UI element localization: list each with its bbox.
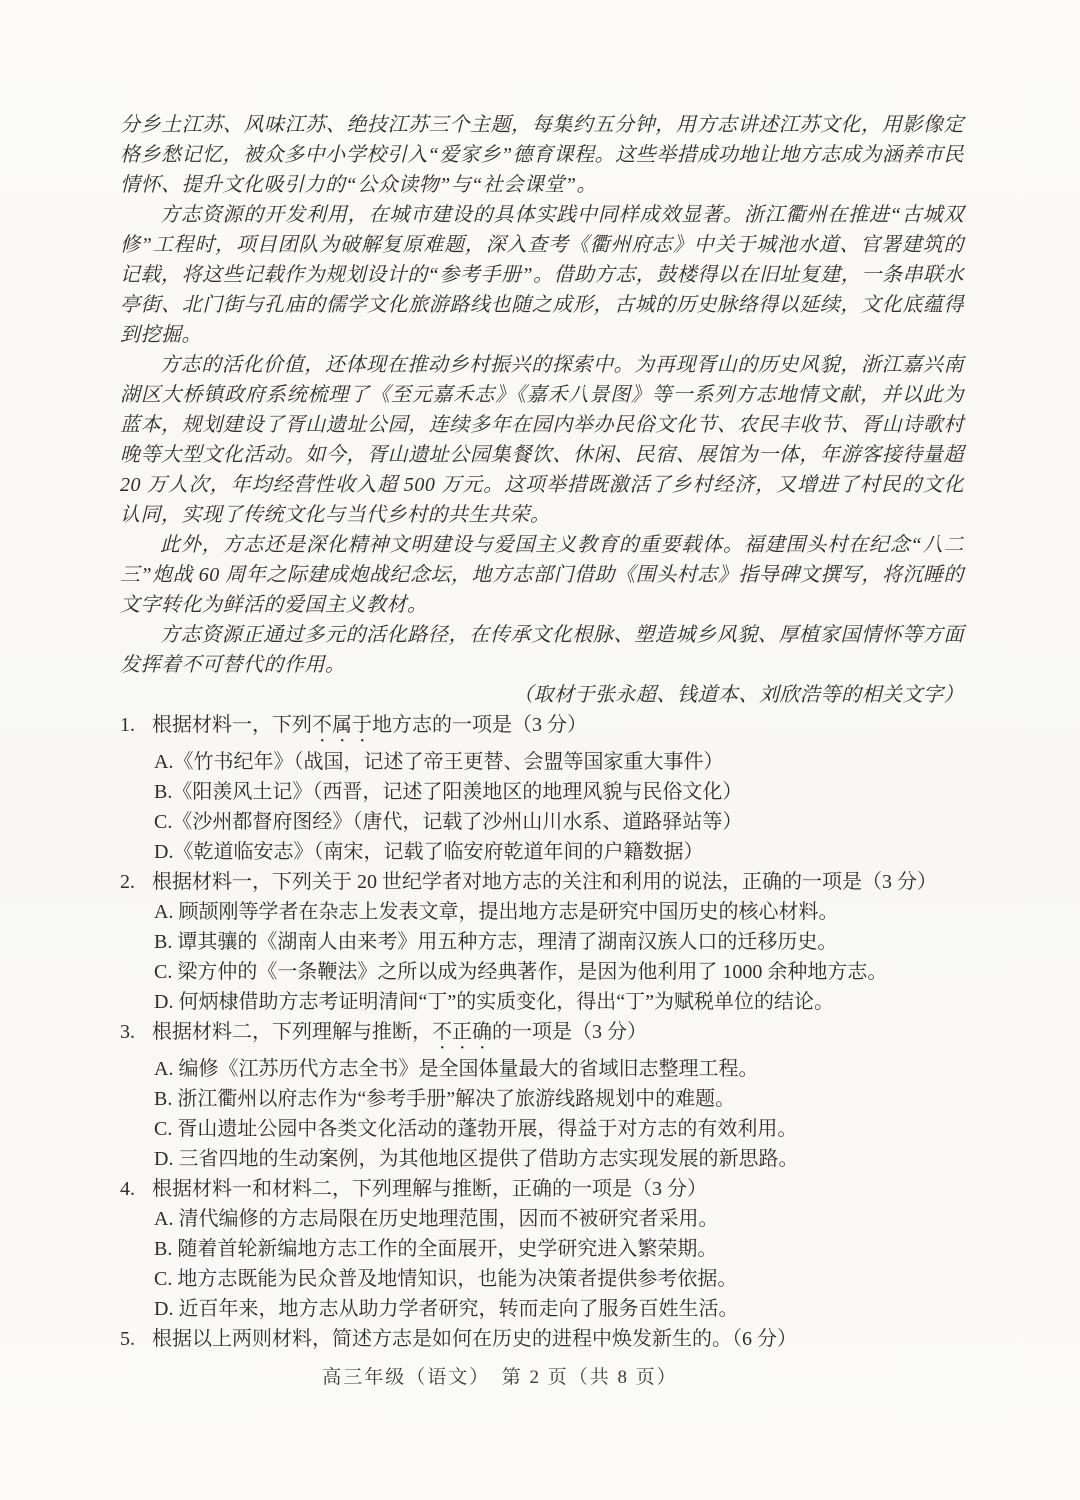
question-3-option-d: D. 三省四地的生动案例，为其他地区提供了借助方志实现发展的新思路。 <box>154 1148 799 1170</box>
question-1-option-a: A.《竹书纪年》（战国，记述了帝王更替、会盟等国家重大事件） <box>154 751 724 773</box>
question-2 <box>120 867 964 1017</box>
question-4-option-a: A. 清代编修的方志局限在历史地理范围，因而不被研究者采用。 <box>154 1208 719 1230</box>
material-paragraph-1: 分乡土江苏、风味江苏、绝技江苏三个主题，每集约五分钟，用方志讲述江苏文化，用影像定格乡愁记忆，被众多中小学校引入“爱家乡”德育课程。这些举措成功地让地方志成为涵养市民情怀、提升文化吸引力的“公众读物”与“社会课堂”。 <box>120 114 964 196</box>
question-2-option-a: A. 顾颉刚等学者在杂志上发表文章，提出地方志是研究中国历史的核心材料。 <box>154 901 839 923</box>
emphasis-text: 不属于 <box>312 714 372 736</box>
source-attribution: （取材于张永超、钱道本、刘欣浩等的相关文字） <box>513 684 964 706</box>
question-4-number: 4. <box>120 1178 135 1200</box>
question-2-number: 2. <box>120 871 135 893</box>
question-1 <box>120 710 964 867</box>
material-paragraph-2: 方志资源的开发利用，在城市建设的具体实践中同样成效显著。浙江衢州在推进“古城双修”工程时，项目团队为破解复原难题，深入查考《衢州府志》中关于城池水道、官署建筑的记载，将这些记载作为规划设计的“参考手册”。借助方志，鼓楼得以在旧址复建，一条串联水亭街、北门街与孔庙的儒学文化旅游路线也随之成形，古城的历史脉络得以延续，文化底蕴得到挖掘。 <box>120 204 964 346</box>
material-paragraph-5: 方志资源正通过多元的活化路径，在传承文化根脉、塑造城乡风貌、厚植家国情怀等方面发挥着不可替代的作用。 <box>120 624 964 676</box>
question-3-option-c: C. 胥山遗址公园中各类文化活动的蓬勃开展，得益于对方志的有效利用。 <box>154 1118 798 1140</box>
question-1-option-b: B.《阳羡风土记》（西晋，记述了阳羡地区的地理风貌与民俗文化） <box>154 781 743 803</box>
question-1-stem <box>120 710 964 747</box>
question-3-option-a: A. 编修《江苏历代方志全书》是全国体量最大的省域旧志整理工程。 <box>154 1058 759 1080</box>
question-1-option-d: D.《乾道临安志》（南宋，记载了临安府乾道年间的户籍数据） <box>154 841 704 863</box>
material-paragraph-3: 方志的活化价值，还体现在推动乡村振兴的探索中。为再现胥山的历史风貌，浙江嘉兴南湖区大桥镇政府系统梳理了《至元嘉禾志》《嘉禾八景图》等一系列方志地情文献，并以此为蓝本，规划建设了胥山遗址公园，连续多年在园内举办民俗文化节、农民丰收节、胥山诗歌村晚等大型文化活动。如今，胥山遗址公园集餐饮、休闲、民宿、展馆为一体，年游客接待量超 20 万人次，年均经营性收入超 500 万元。这项举措既激活了乡村经济，又增进了村民的文化认同，实现了传统文化与当代乡村的共生共荣。 <box>120 354 964 526</box>
question-5-stem-pre: 根据以上两则材料，简述方志是如何在历史的进程中焕发新生的。（6 分） <box>152 1328 797 1350</box>
questions-section <box>120 710 964 1354</box>
question-1-stem-pre: 根据材料一，下列 <box>152 714 312 736</box>
question-5 <box>120 1324 964 1354</box>
question-3-stem-pre: 根据材料二，下列理解与推断， <box>152 1021 432 1043</box>
question-1-number: 1. <box>120 714 135 736</box>
question-2-option-c: C. 梁方仲的《一条鞭法》之所以成为经典著作，是因为他利用了 1000 余种地方志。 <box>154 961 888 983</box>
page-content <box>120 110 964 1354</box>
question-5-number: 5. <box>120 1328 135 1350</box>
question-1-stem-post: 地方志的一项是（3 分） <box>372 714 587 736</box>
emphasis-text: 不正确 <box>432 1021 492 1043</box>
question-2-option-d: D. 何炳棣借助方志考证明清间“丁”的实质变化，得出“丁”为赋税单位的结论。 <box>154 991 834 1013</box>
question-4-option-b: B. 随着首轮新编地方志工作的全面展开，史学研究进入繁荣期。 <box>154 1238 718 1260</box>
question-4-stem-pre: 根据材料一和材料二，下列理解与推断，正确的一项是（3 分） <box>152 1178 707 1200</box>
question-2-stem-pre: 根据材料一，下列关于 20 世纪学者对地方志的关注和利用的说法，正确的一项是（3 分） <box>152 871 937 893</box>
material-paragraph-4: 此外，方志还是深化精神文明建设与爱国主义教育的重要载体。福建围头村在纪念“八二三”炮战 60 周年之际建成炮战纪念坛，地方志部门借助《围头村志》指导碑文撰写，将沉睡的文字转化为鲜活的爱国主义教材。 <box>120 534 964 616</box>
question-2-option-b: B. 谭其骧的《湖南人由来考》用五种方志，理清了湖南汉族人口的迁移历史。 <box>154 931 838 953</box>
question-3-stem-post: 的一项是（3 分） <box>492 1021 647 1043</box>
question-5-stem <box>120 1324 964 1354</box>
question-4 <box>120 1174 964 1324</box>
question-4-stem <box>120 1174 964 1204</box>
page-footer: 高三年级（语文） 第 2 页（共 8 页） <box>322 1367 678 1388</box>
question-1-option-c: C.《沙州都督府图经》（唐代，记载了沙州山川水系、道路驿站等） <box>154 811 743 833</box>
question-3-option-b: B. 浙江衢州以府志作为“参考手册”解决了旅游线路规划中的难题。 <box>154 1088 736 1110</box>
question-2-stem <box>120 867 964 897</box>
question-4-option-d: D. 近百年来，地方志从助力学者研究，转而走向了服务百姓生活。 <box>154 1298 739 1320</box>
question-3-stem <box>120 1017 964 1054</box>
question-4-option-c: C. 地方志既能为民众普及地情知识，也能为决策者提供参考依据。 <box>154 1268 738 1290</box>
reading-material <box>120 110 964 710</box>
question-3 <box>120 1017 964 1174</box>
question-3-number: 3. <box>120 1021 135 1043</box>
